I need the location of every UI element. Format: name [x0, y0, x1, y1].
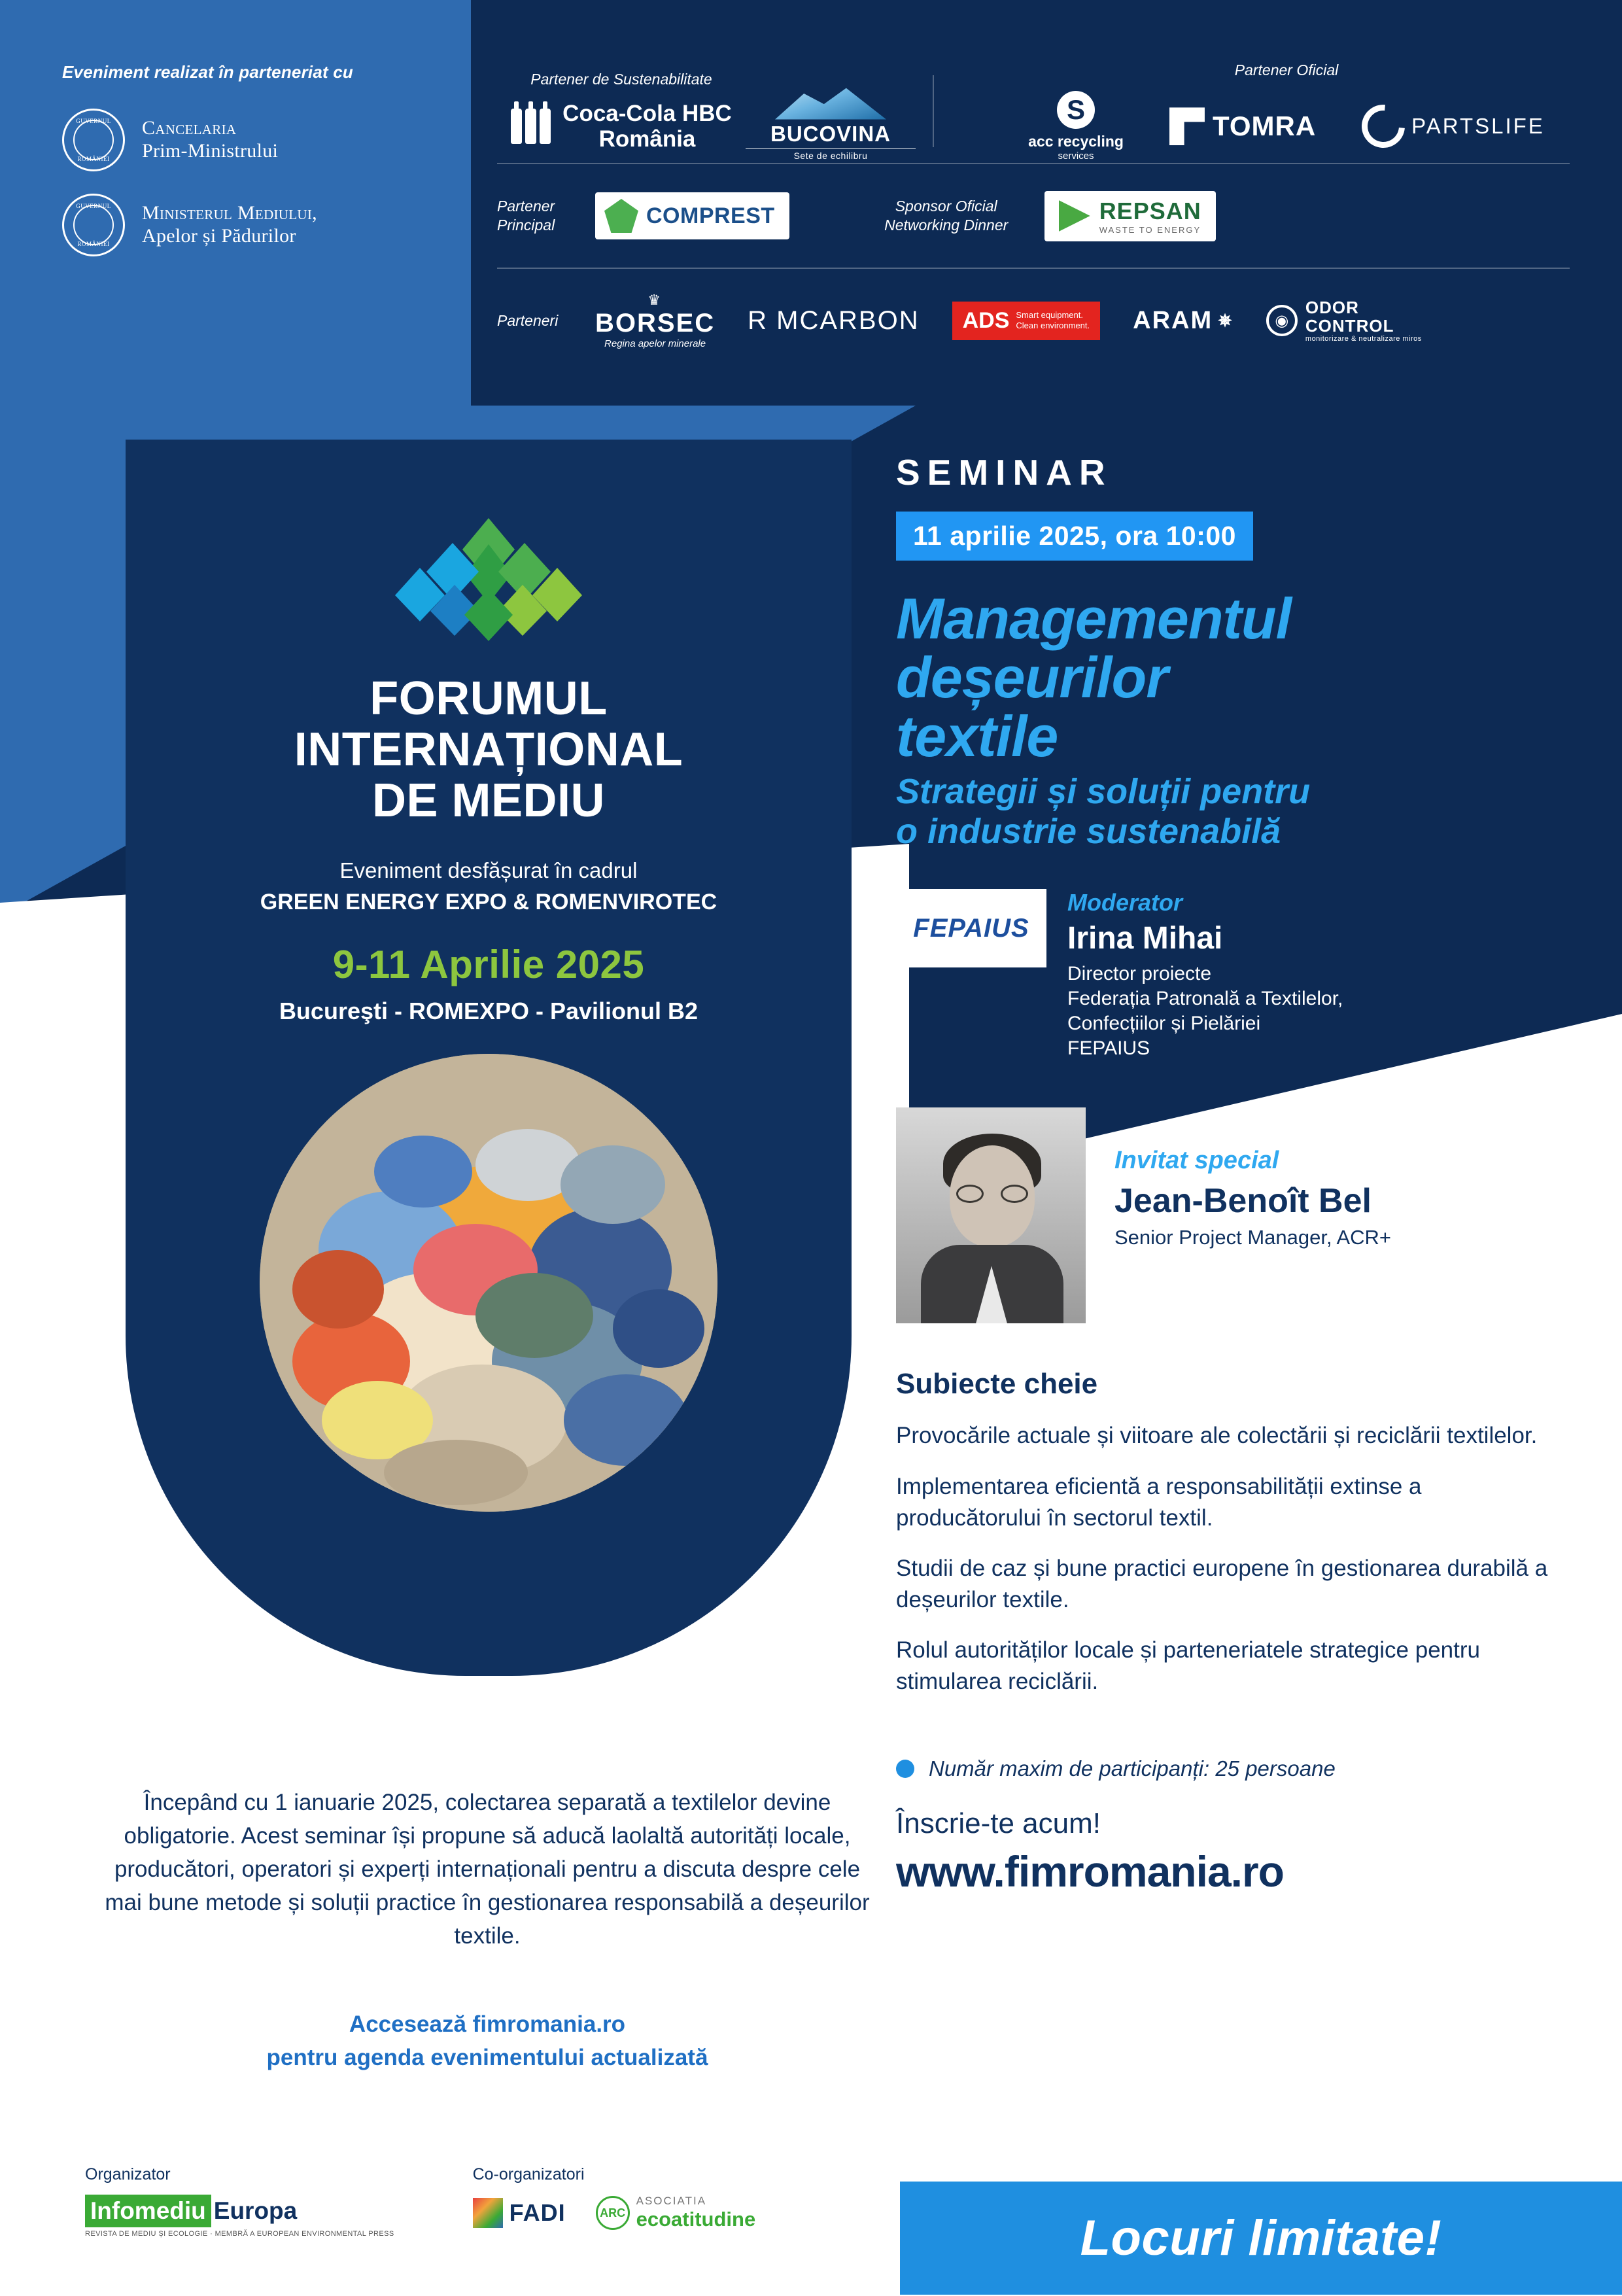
repsan-name: REPSAN [1099, 197, 1201, 224]
event-title-line-2: INTERNAȚIONAL [294, 723, 683, 776]
topic-item: Implementarea eficientă a responsabilității extinse a producătorului în sectorul textil. [896, 1473, 1422, 1531]
odor-name-1: ODOR [1305, 297, 1359, 317]
ads-logo [952, 302, 1101, 340]
partslife-ring-icon [1353, 96, 1414, 157]
fadi-mark-icon [473, 2198, 503, 2228]
event-subtitle-line-1: Eveniment desfășurat în cadrul [339, 858, 638, 883]
seal-top-text: GUVERNUL [76, 203, 111, 209]
borsec-name: BORSEC [595, 309, 716, 338]
label-partners: Parteneri [497, 311, 559, 329]
odor-tagline: monitorizare & neutralizare miros [1305, 335, 1422, 343]
sponsor-row-3 [497, 271, 1622, 370]
coorganizers-column [473, 2165, 756, 2231]
fepaius-logo [896, 889, 1046, 967]
gov-label [142, 117, 278, 163]
crown-icon: ♛ [647, 292, 663, 308]
sponsor-logos-area [497, 0, 1622, 432]
government-seal-icon [62, 109, 125, 171]
partner-band [0, 0, 1622, 432]
textile-waste-photo [260, 1054, 717, 1512]
event-card [126, 440, 852, 1676]
odor-mark-icon: ◉ [1266, 305, 1298, 336]
odor-name-2: CONTROL [1305, 316, 1394, 336]
topics-title: Subiecte cheie [896, 1368, 1098, 1400]
coca-cola-hbc-logo [511, 101, 732, 152]
moderator-role-line-2: Federația Patronală a Textilelor, [1067, 987, 1343, 1009]
fadi-logo [473, 2198, 566, 2228]
event-date: 9-11 Aprilie 2025 [332, 943, 645, 987]
max-participants-row [896, 1756, 1550, 1781]
guest-role: Senior Project Manager, ACR+ [1114, 1226, 1392, 1249]
moderator-name: Irina Mihai [1067, 921, 1223, 956]
guest-name: Jean-Benoît Bel [1114, 1182, 1372, 1221]
comprest-name: COMPREST [646, 203, 775, 228]
event-title-line-1: FORUMUL [370, 672, 608, 725]
acc-sub: services [1058, 150, 1094, 162]
infomediu-europa-logo [85, 2195, 394, 2227]
agenda-link-line-1[interactable]: Accesează fimromania.ro [349, 2011, 626, 2037]
aram-logo [1133, 307, 1234, 335]
mountain-icon [775, 86, 886, 120]
guest-block [896, 1107, 1550, 1323]
event-subtitle [126, 855, 852, 918]
event-subtitle-line-2: GREEN ENERGY EXPO & ROMENVIROTEC [260, 890, 717, 915]
topic-item: Studii de caz și bune practici europene în gestionarea durabilă a deșeurilor textile. [896, 1556, 1548, 1612]
limited-seats-banner [900, 2182, 1622, 2295]
seminar-details [896, 451, 1550, 1896]
play-triangle-icon [1059, 200, 1090, 232]
partnership-block [0, 0, 471, 432]
sponsor-row-1 [497, 62, 1622, 160]
label-sustainability-partner: Partener de Sustenabilitate [530, 71, 712, 88]
organizer-label: Organizator [85, 2165, 171, 2183]
label-official-partner: Partener Oficial [1234, 61, 1339, 78]
seminar-subheadline-line-1: Strategii și soluții pentru [896, 772, 1311, 812]
star-icon: ✵ [1218, 310, 1234, 330]
moderator-role-line-4: FEPAIUS [1067, 1037, 1150, 1059]
partslife-logo [1362, 105, 1545, 148]
government-seal-icon [62, 194, 125, 256]
gov-logo-ministerul [62, 194, 432, 256]
seminar-date-badge: 11 aprilie 2025, ora 10:00 [896, 512, 1253, 561]
fim-logo-icon [348, 512, 629, 649]
coorganizers-label: Co-organizatori [472, 2165, 585, 2183]
ecoatitudine-logo [596, 2195, 756, 2231]
coca-cola-text: Coca-Cola HBC România [562, 101, 732, 152]
infomediu-tagline: REVISTA DE MEDIU ȘI ECOLOGIE · MEMBRĂ A EUROPEAN ENVIRONMENTAL PRESS [85, 2230, 394, 2238]
seminar-headline-line-2: deșeurilor [896, 644, 1168, 710]
bullet-dot-icon [896, 1760, 914, 1778]
odor-control-logo [1266, 298, 1422, 343]
seminar-label: SEMINAR [896, 452, 1113, 493]
fepaius-name: FEPAIUS [913, 913, 1029, 943]
moderator-role [1067, 962, 1343, 1060]
cta-url[interactable]: www.fimromania.ro [896, 1847, 1284, 1896]
seal-bottom-text: ROMÂNIEI [77, 156, 110, 162]
recycle-icon [604, 199, 638, 233]
guest-info [1114, 1107, 1391, 1249]
aram-name: ARAM [1133, 306, 1213, 334]
seal-bottom-text: ROMÂNIEI [77, 241, 110, 247]
event-title [126, 674, 852, 826]
guest-avatar [896, 1107, 1086, 1323]
divider-horizontal [497, 268, 1570, 269]
partslife-name: PARTSLIFE [1411, 114, 1545, 139]
seminar-headline-line-1: Managementul [896, 586, 1292, 651]
organizer-column [85, 2165, 394, 2238]
cta-text: Înscrie-te acum! [896, 1807, 1101, 1839]
max-participants-text: Număr maxim de participanți: 25 persoane [929, 1756, 1336, 1781]
guest-label: Invitat special [1114, 1147, 1279, 1175]
gov-logo-cancelaria [62, 109, 432, 171]
ecoatitudine-label: ASOCIATIA [636, 2195, 707, 2207]
gov-label-line1: Ministerul Mediului, [142, 202, 317, 224]
comprest-logo [595, 192, 789, 239]
bucovina-name: BUCOVINA [770, 121, 891, 146]
divider-horizontal [497, 163, 1570, 164]
coorganizer-logos [473, 2195, 756, 2231]
acc-mark-icon [1057, 91, 1095, 129]
arc-icon: ARC [596, 2196, 630, 2230]
gov-label-line1: Cancelaria [142, 117, 237, 139]
romcarbon-logo [748, 306, 919, 336]
agenda-link-line-2: pentru agenda evenimentului actualizată [266, 2044, 708, 2070]
gov-label-line2: Prim-Ministrului [142, 140, 279, 162]
seminar-subheadline-line-2: o industrie sustenabilă [896, 811, 1281, 851]
infomediu-name: Infomediu [85, 2195, 211, 2227]
seminar-headline-line-3: textile [896, 703, 1058, 769]
tomra-logo [1169, 107, 1316, 145]
ecoatitudine-name: ecoatitudine [636, 2208, 756, 2231]
seminar-subheadline [896, 772, 1550, 851]
event-title-line-3: DE MEDIU [371, 774, 606, 827]
seminar-headline [896, 586, 1550, 769]
moderator-label: Moderator [1067, 889, 1183, 916]
borsec-logo [595, 292, 715, 349]
gov-label-line2: Apelor și Pădurilor [142, 225, 296, 247]
moderator-block [896, 889, 1550, 1060]
tomra-name: TOMRA [1212, 111, 1317, 142]
partnership-caption: Eveniment realizat în parteneriat cu [62, 62, 354, 82]
fadi-name: FADI [509, 2199, 566, 2226]
event-venue: Bucureşti - ROMEXPO - Pavilionul B2 [279, 998, 699, 1025]
glasses-icon [956, 1185, 1028, 1203]
moderator-info [1067, 889, 1343, 1060]
topic-item: Rolul autorităților locale și parteneriatele strategice pentru stimularea reciclării. [896, 1637, 1480, 1694]
bottles-icon [511, 109, 551, 144]
ads-sub-2: Clean environment. [1016, 321, 1090, 330]
bucovina-tagline: Sete de echilibru [746, 148, 916, 161]
topic-item: Provocările actuale și viitoare ale colectării și reciclării textilelor. [896, 1423, 1538, 1449]
seal-top-text: GUVERNUL [76, 118, 111, 124]
agenda-link[interactable] [98, 2008, 876, 2075]
europa-name: Europa [213, 2197, 298, 2224]
borsec-tagline: Regina apelor minerale [604, 338, 706, 349]
gov-label [142, 202, 317, 248]
intro-paragraph: Începând cu 1 ianuarie 2025, colectarea separată a textilelor devine obligatorie. Acest seminar își propune să aducă laolaltă autorități locale, producători, operatori și experți internaționali pentru a discuta despre cele mai bune metode și soluții practice în gestionarea responsabilă a deșeurilor textile. [105, 1790, 870, 1949]
label-networking-sponsor: Sponsor Oficial Networking Dinner [884, 198, 1009, 234]
romcarbon-name: R MCARBON [748, 305, 920, 335]
ads-sub-1: Smart equipment. [1016, 310, 1083, 321]
divider-vertical [933, 75, 934, 147]
moderator-role-line-3: Confecțiilor și Pielăriei [1067, 1012, 1261, 1034]
acc-name: acc recycling [1028, 133, 1124, 150]
repsan-tagline: WASTE TO ENERGY [1099, 224, 1201, 235]
limited-seats-text: Locuri limitate! [1080, 2210, 1442, 2266]
organizers-block [85, 2165, 903, 2238]
ads-name: ADS [962, 307, 1010, 333]
bucovina-logo [746, 86, 916, 161]
tomra-mark-icon [1169, 107, 1205, 145]
acc-recycling-logo [1028, 91, 1124, 162]
moderator-role-line-1: Director proiecte [1067, 963, 1212, 985]
repsan-logo [1044, 191, 1216, 241]
sponsor-row-2 [497, 167, 1622, 265]
label-principal-partner: Partener Principal [497, 198, 555, 234]
